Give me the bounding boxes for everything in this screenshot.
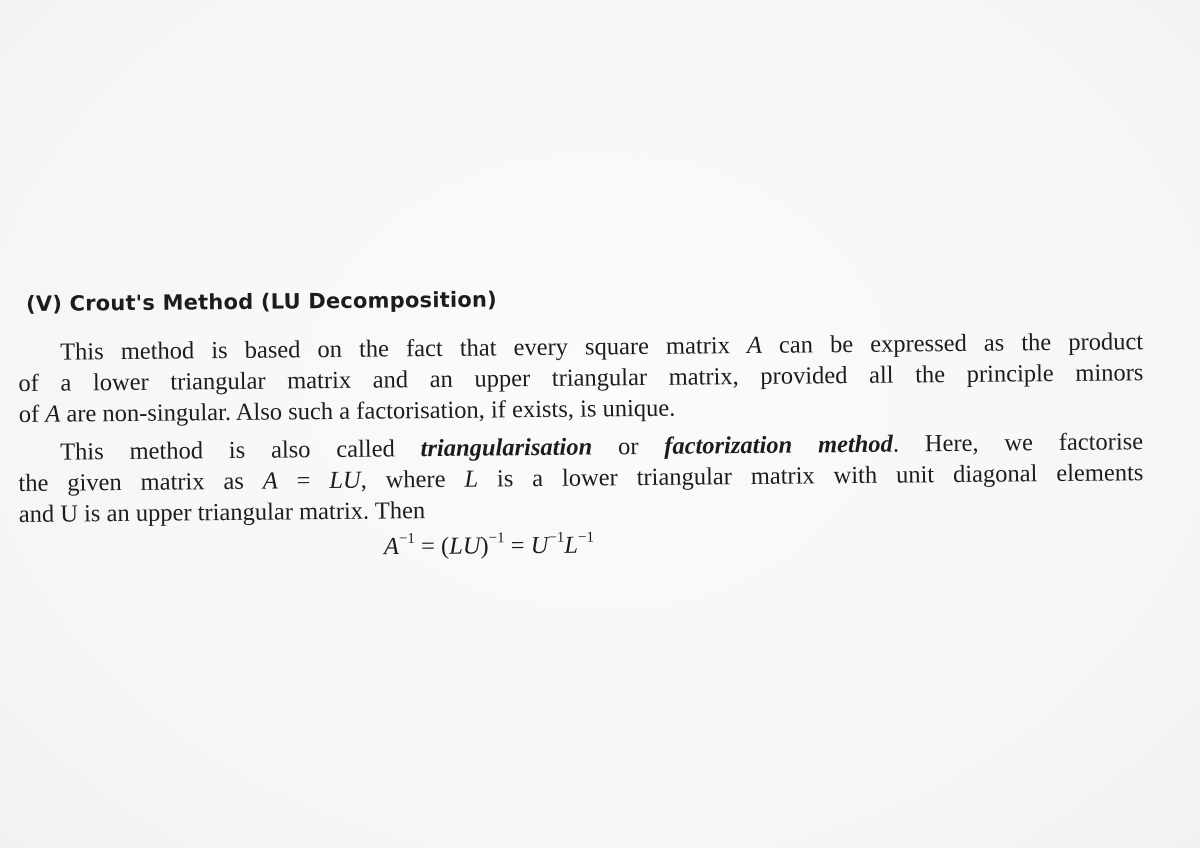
text-run: can be expressed as the product [761, 328, 1144, 359]
paragraph-factorization [18, 426, 1144, 530]
text-run: the given matrix as [18, 467, 263, 497]
text-run: is a lower triangular matrix with unit diagonal elements [477, 459, 1144, 493]
matrix-variable: A [45, 400, 61, 428]
text-run: , where [360, 465, 465, 494]
text-run: = [277, 467, 330, 495]
text-run: This method is based on the fact that every square matrix [60, 332, 748, 366]
emphasized-term: triangularisation [420, 433, 593, 463]
formula-exponent: −1 [398, 530, 415, 547]
formula-symbol: U [530, 532, 549, 560]
text-run: or [592, 432, 665, 461]
paragraph-line: of a lower triangular matrix and an upper triangular matrix, provided all the principle minors [18, 359, 1144, 397]
formula-symbol: LU [449, 532, 481, 560]
matrix-variable: A [262, 467, 278, 495]
matrix-variable: LU [329, 466, 361, 495]
paragraph-line: and U is an upper triangular matrix. Then [18, 497, 426, 528]
formula-symbol: L [564, 531, 579, 559]
matrix-variable: A [746, 331, 763, 360]
section-heading: (V) Crout's Method (LU Decomposition) [25, 287, 497, 316]
matrix-variable: L [464, 465, 479, 493]
paragraph-lu-definition [18, 326, 1144, 430]
formula-exponent: −1 [577, 529, 594, 546]
formula-exponent: −1 [488, 530, 505, 547]
formula-operator: ) [480, 532, 489, 560]
text-run: This method is also called [60, 435, 421, 466]
text-run: are non-singular. Also such a factorisation, if exists, is unique. [60, 394, 676, 428]
inverse-formula [383, 529, 594, 562]
formula-operator: = ( [414, 532, 450, 560]
text-run: . Here, we factorise [892, 428, 1144, 458]
text-run: of [18, 400, 46, 428]
emphasized-term: factorization method [664, 430, 894, 460]
formula-exponent: −1 [548, 529, 565, 546]
formula-symbol: A [383, 533, 400, 561]
formula-operator: = [504, 532, 531, 560]
